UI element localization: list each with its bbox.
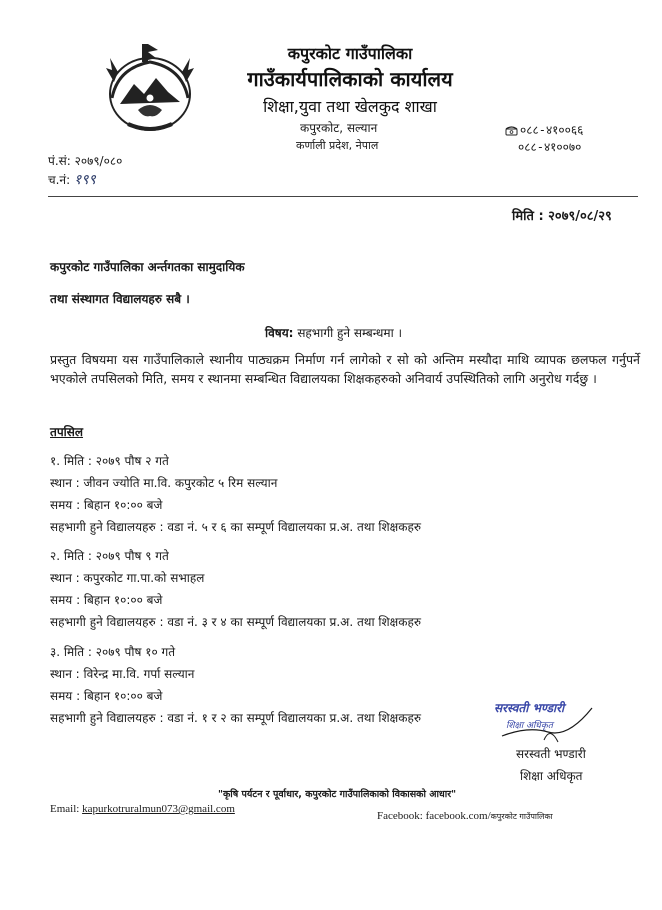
schedule-1-time: समय : बिहान १०:०० बजे: [50, 498, 163, 512]
header-divider: [48, 196, 638, 197]
subject-text: सहभागी हुने सम्बन्धमा ।: [297, 326, 403, 340]
footer-motto: "कृषि पर्यटन र पूर्वाधार, कपुरकोट गाउँपालिकाको विकासको आधार": [218, 789, 457, 800]
stamp-name: सरस्वती भण्डारी: [494, 701, 565, 715]
municipality-name: कपुरकोट गाउँपालिका: [287, 44, 413, 63]
subject-label: विषय:: [265, 326, 294, 340]
email-label: Email:: [50, 803, 80, 815]
schedule-1-place: स्थान : जीवन ज्योति मा.वि. कपुरकोट ५ रिम सल्यान: [50, 476, 278, 490]
phone-2-number: ०८८-४१००७०: [518, 140, 582, 154]
schedule-1-date: १. मिति : २०७९ पौष २ गते: [50, 454, 169, 468]
schedule-3-place: स्थान : विरेन्द्र मा.वि. गर्पा सल्यान: [50, 667, 195, 681]
signature-stamp: [488, 696, 598, 748]
schedule-3-date: ३. मिति : २०७९ पौष १० गते: [50, 645, 176, 659]
fiscal-year-reference: पं.सं: २०७९/०८०: [48, 154, 123, 168]
dispatch-number: [48, 170, 96, 189]
office-name: गाउँकार्यपालिकाको कार्यालय: [247, 67, 453, 91]
signatory-title: शिक्षा अधिकृत: [520, 769, 583, 783]
footer-email: [50, 803, 235, 815]
subject-line: [265, 324, 402, 341]
footer-facebook: [377, 810, 553, 822]
section-name: शिक्षा,युवा तथा खेलकुद शाखा: [263, 97, 437, 116]
facebook-page-link[interactable]: कपुरकोट गाउँपालिका: [490, 812, 553, 821]
schedule-2-participants: सहभागी हुने विद्यालयहरु : वडा नं. ३ र ४ का सम्पूर्ण विद्यालयका प्र.अ. तथा शिक्षकहरु: [50, 615, 422, 629]
email-link[interactable]: kapurkotruralmun073@gmail.com: [82, 803, 235, 815]
telephone-icon: [505, 126, 518, 136]
schedule-1-participants: सहभागी हुने विद्यालयहरु : वडा नं. ५ र ६ का सम्पूर्ण विद्यालयका प्र.अ. तथा शिक्षकहरु: [50, 520, 422, 534]
dispatch-number-value: १९९: [73, 172, 96, 188]
address-line-1: कपुरकोट, सल्यान: [300, 121, 378, 135]
schedule-3-time: समय : बिहान १०:०० बजे: [50, 689, 163, 703]
schedule-2-place: स्थान : कपुरकोट गा.पा.को सभाहल: [50, 571, 205, 585]
schedule-heading: तपसिल: [50, 425, 84, 439]
schedule-2-time: समय : बिहान १०:०० बजे: [50, 593, 163, 607]
stamp-title: शिक्षा अधिकृत: [506, 721, 553, 731]
signatory-name: सरस्वती भण्डारी: [516, 747, 586, 761]
phone-1: [505, 121, 583, 138]
body-paragraph: प्रस्तुत विषयमा यस गाउँपालिकाले स्थानीय पाठ्यक्रम निर्माण गर्न लागेको र सो को अन्तिम मस्यौदा माथि व्यापक छलफल गर्नुपर्ने भएकोले तपसिलको मिति, समय र स्थानमा सम्बन्धित विद्यालयका शिक्षकहरुको अनिवार्य उपस्थितिको लागि अनुरोध गर्दछु ।: [50, 352, 640, 386]
facebook-label: Facebook: facebook.com/: [377, 810, 491, 822]
dispatch-number-label: च.नं:: [48, 173, 71, 187]
signature-flourish: [544, 733, 558, 742]
addressee-line-1: कपुरकोट गाउँपालिका अर्न्तगतका सामुदायिक: [50, 260, 245, 274]
addressee-line-2: तथा संस्थागत विद्यालयहरु सबै ।: [50, 292, 190, 306]
schedule-2-date: २. मिति : २०७९ पौष ९ गते: [50, 549, 169, 563]
address-line-2: कर्णाली प्रदेश, नेपाल: [296, 139, 379, 152]
letter-date: मिति : २०७९/०८/२९: [512, 209, 612, 224]
schedule-3-participants: सहभागी हुने विद्यालयहरु : वडा नं. १ र २ का सम्पूर्ण विद्यालयका प्र.अ. तथा शिक्षकहरु: [50, 711, 422, 725]
government-emblem-icon: [98, 38, 202, 136]
phone-1-number: ०८८-४१००६६: [520, 123, 584, 137]
